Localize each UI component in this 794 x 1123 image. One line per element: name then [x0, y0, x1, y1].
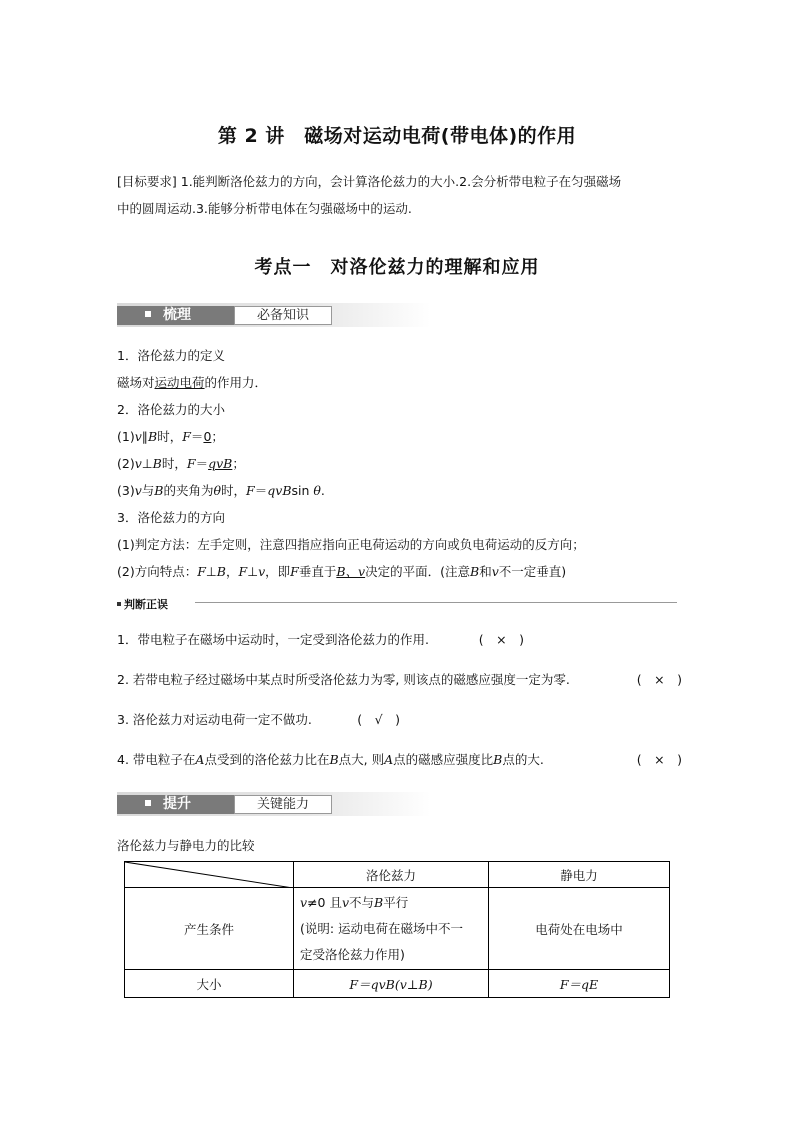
answer-4: ( × )	[636, 752, 682, 767]
section-title: 考点一 对洛伦兹力的理解和应用	[254, 257, 540, 278]
judge-label: 判断正误	[117, 596, 168, 612]
goal-requirements	[117, 168, 682, 222]
band-advance	[117, 792, 431, 816]
knowledge-h1: 1．洛伦兹力的定义	[117, 348, 225, 363]
answer-3: ( √ )	[357, 712, 400, 727]
question-3: 3. 洛伦兹力对运动电荷一定不做功. ( √ )	[117, 712, 400, 727]
knowledge-case-2: (2)v⊥B时，F＝qvB；	[117, 456, 245, 471]
goal-text-1: 1.能判断洛伦兹力的方向，会计算洛伦兹力的大小.2.会分析带电粒子在匀强磁场	[176, 174, 622, 189]
judge-header	[117, 596, 677, 610]
judge-divider	[195, 602, 677, 603]
answer-2: ( × )	[636, 672, 682, 687]
square-icon	[145, 311, 151, 317]
header-electric: 静电力	[489, 862, 670, 888]
goal-text-2: 中的圆周运动.3.能够分析带电体在匀强磁场中的运动.	[117, 201, 412, 216]
knowledge-case-3: (3)v与B的夹角为θ时，F＝qvBsin θ.	[117, 483, 325, 498]
answer-1: ( × )	[478, 632, 524, 647]
row-label-condition: 产生条件	[125, 888, 294, 970]
band-review	[117, 303, 431, 327]
knowledge-case-1: (1)v∥B时，F＝0；	[117, 429, 224, 444]
diagonal-line	[125, 862, 293, 888]
question-4: 4. 带电粒子在A点受到的洛伦兹力比在B点大, 则A点的磁感应强度比B点的大. ( × )	[117, 752, 682, 767]
knowledge-h2: 2．洛伦兹力的大小	[117, 402, 225, 417]
table-row	[125, 888, 670, 970]
knowledge-h3: 3．洛伦兹力的方向	[117, 510, 225, 525]
header-lorentz: 洛伦兹力	[294, 862, 489, 888]
question-2: 2. 若带电粒子经过磁场中某点时所受洛伦兹力为零, 则该点的磁感应强度一定为零. ( × )	[117, 672, 682, 687]
knowledge-definition: 磁场对运动电荷的作用力．	[117, 375, 268, 390]
page-title: 第 2 讲 磁场对运动电荷(带电体)的作用	[217, 125, 577, 147]
row-label-magnitude: 大小	[125, 970, 294, 998]
band-review-dark: 梳理	[117, 306, 234, 325]
comparison-table	[124, 861, 670, 998]
knowledge-direction-2: (2)方向特点：F⊥B，F⊥v，即F垂直于B、v决定的平面．(注意B和v不一定垂直)	[117, 564, 567, 579]
band-advance-light: 关键能力	[234, 795, 332, 814]
goal-label: [目标要求]	[117, 174, 177, 189]
square-icon	[145, 800, 151, 806]
electric-condition: 电荷处在电场中	[489, 888, 670, 970]
band-review-light: 必备知识	[234, 306, 332, 325]
band-advance-dark: 提升	[117, 795, 234, 814]
table-row	[125, 970, 670, 998]
question-1: 1．带电粒子在磁场中运动时，一定受到洛伦兹力的作用. ( × )	[117, 632, 524, 647]
table-corner-cell	[125, 862, 294, 888]
knowledge-direction-1: (1)判定方法：左手定则，注意四指应指向正电荷运动的方向或负电荷运动的反方向；	[117, 537, 585, 552]
lorentz-magnitude: F＝qvB(v⊥B)	[294, 970, 489, 998]
table-header-row	[125, 862, 670, 888]
bullet-square-icon	[117, 602, 121, 606]
lorentz-condition: v≠0 且v不与B平行 (说明: 运动电荷在磁场中不一 定受洛伦兹力作用)	[294, 888, 489, 970]
compare-title: 洛伦兹力与静电力的比较	[117, 838, 255, 853]
electric-magnitude: F＝qE	[489, 970, 670, 998]
